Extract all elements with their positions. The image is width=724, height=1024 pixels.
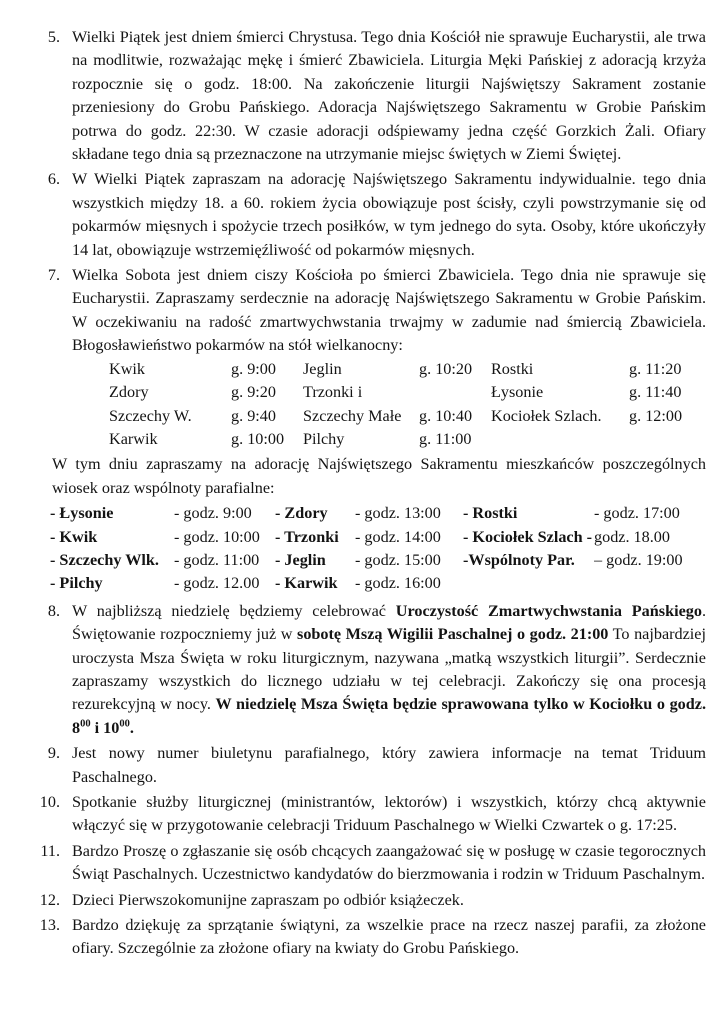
- village-name: Pilchy: [303, 429, 345, 448]
- blessing-schedule-table: [109, 358, 706, 452]
- village-name: Szczechy Małe: [303, 406, 402, 425]
- time-cell: g. 11:40: [629, 383, 682, 402]
- village-name: Łysonie: [491, 383, 544, 402]
- item-text-wrap: [72, 600, 706, 740]
- adoration-schedule-table: [50, 502, 706, 596]
- village-name: Szczechy W.: [109, 406, 192, 425]
- item-text-wrap: [72, 264, 706, 451]
- village-name: - Pilchy: [50, 574, 103, 593]
- time-cell: - godz. 9:00: [174, 504, 252, 523]
- village-name: - Jeglin: [275, 550, 326, 569]
- announcement-item-13: [0, 914, 706, 961]
- time-cell: g. 11:20: [629, 359, 682, 378]
- village-name: Rostki: [491, 359, 534, 378]
- item-text: Jest nowy numer biuletynu parafialnego, który zawiera informacje na temat Triduum Paschalnego.: [72, 744, 706, 786]
- item-text-bold: .: [129, 718, 134, 737]
- item-number: 12.: [39, 890, 60, 909]
- time-cell: [419, 381, 491, 404]
- item-text: Bardzo Proszę o zgłaszanie się osób chcących zaangażować się w posługę w czasie tegorocznych Świąt Paschalnych. Uczestnictwo kandydatów do bierzmowania i rodzin w Triduum Paschalnym.: [72, 841, 706, 884]
- announcement-item-7: [0, 264, 706, 451]
- village-name: Jeglin: [303, 359, 342, 378]
- item-text: Spotkanie służby liturgicznej (ministrantów, lektorów) i wszystkich, którzy chcą aktywnie włączyć się w przygotowanie celebracji Triduum Paschalnego w Wielki Czwartek o g. 17:25.: [72, 793, 706, 835]
- time-cell: - godz. 15:00: [355, 550, 441, 569]
- time-cell: g. 11:00: [419, 429, 472, 448]
- village-name: Kociołek Szlach.: [491, 406, 602, 425]
- village-name: - Kociołek Szlach -: [463, 527, 593, 546]
- item-number: 5.: [47, 28, 60, 46]
- time-cell: g. 9:40: [231, 406, 276, 425]
- announcement-item-12: [0, 889, 706, 912]
- time-cell: – godz. 19:00: [594, 550, 683, 569]
- time-cell: [594, 572, 706, 595]
- item-text-bold: Uroczystość Zmartwychwstania Pańskiego: [395, 601, 702, 620]
- village-name: [463, 572, 594, 595]
- item-text-segment: To najbardziej uroczysta Msza Święta w roku liturgicznym, nazywana „matką wszystkich liturgii”. Serdecznie zapraszamy wszystkich do licznego udziału w tej celebracji. Zakończy się ona procesją rezurekcyjną w nocy.: [72, 625, 706, 714]
- time-cell: - godz. 14:00: [355, 527, 441, 546]
- announcement-item-11: [0, 840, 706, 887]
- village-name: Trzonki i: [303, 383, 363, 402]
- village-name: - Trzonki: [275, 527, 339, 546]
- time-cell: [629, 428, 706, 451]
- village-name: - Szczechy Wlk.: [50, 550, 159, 569]
- item-text-segment: . Świętowanie rozpoczniemy już w: [72, 601, 706, 644]
- village-name: - Zdory: [275, 504, 328, 523]
- announcement-item-9: [0, 742, 706, 789]
- village-name: - Łysonie: [50, 504, 114, 523]
- item-number: 13.: [39, 916, 60, 935]
- announcement-item-5: [0, 26, 706, 166]
- time-cell: g. 10:40: [419, 406, 473, 425]
- item-number: 10.: [39, 793, 60, 811]
- village-name: Karwik: [109, 429, 158, 448]
- time-cell: g. 9:20: [231, 383, 276, 402]
- time-cell: g. 10:00: [231, 429, 285, 448]
- village-name: - Kwik: [50, 527, 98, 546]
- item-number: 11.: [40, 841, 60, 860]
- item-number: 9.: [47, 744, 60, 763]
- village-name: [491, 428, 629, 451]
- time-cell: - godz. 12.00: [174, 574, 260, 593]
- superscript-minutes: 00: [80, 718, 91, 730]
- item-text: Dzieci Pierwszokomunijne zapraszam po odbiór książeczek.: [72, 890, 464, 909]
- item-text: Wielka Sobota jest dniem ciszy Kościoła po śmierci Zbawiciela. Tego dnia nie sprawuje się Eucharystii. Zapraszamy serdecznie na adorację Najświętszego Sakramentu w Grobie Pańskim. W oczekiwaniu na radość zmartwychwstania trwajmy w zadumie nad śmiercią Zbawiciela. Błogosławieństwo pokarmów na stół wielkanocny:: [72, 266, 706, 355]
- village-name: -Wspólnoty Par.: [463, 550, 575, 569]
- announcement-item-6: [0, 168, 706, 262]
- item-text: Bardzo dziękuję za sprzątanie świątyni, za wszelkie prace na rzecz naszej parafii, za złożone ofiary. Szczególnie za złożone ofiary na kwiaty do Grobu Pańskiego.: [72, 916, 706, 958]
- item-number: 7.: [47, 266, 60, 285]
- village-name: - Rostki: [463, 504, 518, 523]
- item-text-bold: sobotę Mszą Wigilii Paschalnej o godz. 21:00: [297, 625, 609, 644]
- time-cell: godz. 18.00: [594, 527, 670, 546]
- item-text-bold: W niedzielę Msza Święta będzie sprawowana tylko w Kociołku o godz. 8: [72, 695, 706, 737]
- time-cell: g. 9:00: [231, 359, 276, 378]
- village-name: Zdory: [109, 383, 149, 402]
- time-cell: - godz. 13:00: [355, 504, 441, 523]
- village-name: Kwik: [109, 359, 145, 378]
- time-cell: - godz. 16:00: [355, 574, 441, 593]
- announcement-item-10: [0, 791, 706, 838]
- time-cell: g. 12:00: [629, 406, 683, 425]
- superscript-minutes: 00: [119, 718, 130, 730]
- item-text-bold: i 10: [90, 718, 120, 737]
- item-text: Wielki Piątek jest dniem śmierci Chrystusa. Tego dnia Kościół nie sprawuje Eucharystii, ale trwa na modlitwie, rozważając mękę i śmierć Zbawiciela. Liturgia Męki Pańskiej z adoracją krzyża rozpocznie się o godz. 18:00. Na zakończenie liturgii Najświętszy Sakrament zostanie przeniesiony do Grobu Pańskiego. Adoracja Najświętszego Sakramentu w Grobie Pańskim potrwa do godz. 22:30. W czasie adoracji odśpiewamy jedna część Gorzkich Żali. Ofiary składane tego dnia są przeznaczone na utrzymanie miejsc świętych w Ziemi Świętej.: [72, 28, 706, 164]
- village-name: - Karwik: [275, 574, 338, 593]
- item-number: 6.: [47, 170, 60, 189]
- time-cell: g. 10:20: [419, 359, 473, 378]
- item-text: W Wielki Piątek zapraszam na adorację Najświętszego Sakramentu indywidualnie. tego dnia wszystkich między 18. a 60. rokiem życia obowiązuje post ścisły, czyli powstrzymanie się od pokarmów mięsnych i spożycie trzech posiłków, w tym jednego do syta. Osoby, które ukończyły 14 lat, obowiązuje wstrzemięźliwość od pokarmów mięsnych.: [72, 170, 706, 259]
- item-text-segment: W najbliższą niedzielę będziemy celebrować: [72, 601, 396, 620]
- announcement-item-8: [0, 600, 706, 740]
- time-cell: - godz. 10:00: [174, 527, 260, 546]
- item-number: 8.: [47, 601, 60, 620]
- time-cell: - godz. 11:00: [174, 550, 260, 569]
- village-adoration-intro: W tym dniu zapraszamy na adorację Najświętszego Sakramentu mieszkańców poszczególnych wiosek oraz wspólnoty parafialne:: [52, 455, 706, 497]
- time-cell: - godz. 17:00: [594, 504, 680, 523]
